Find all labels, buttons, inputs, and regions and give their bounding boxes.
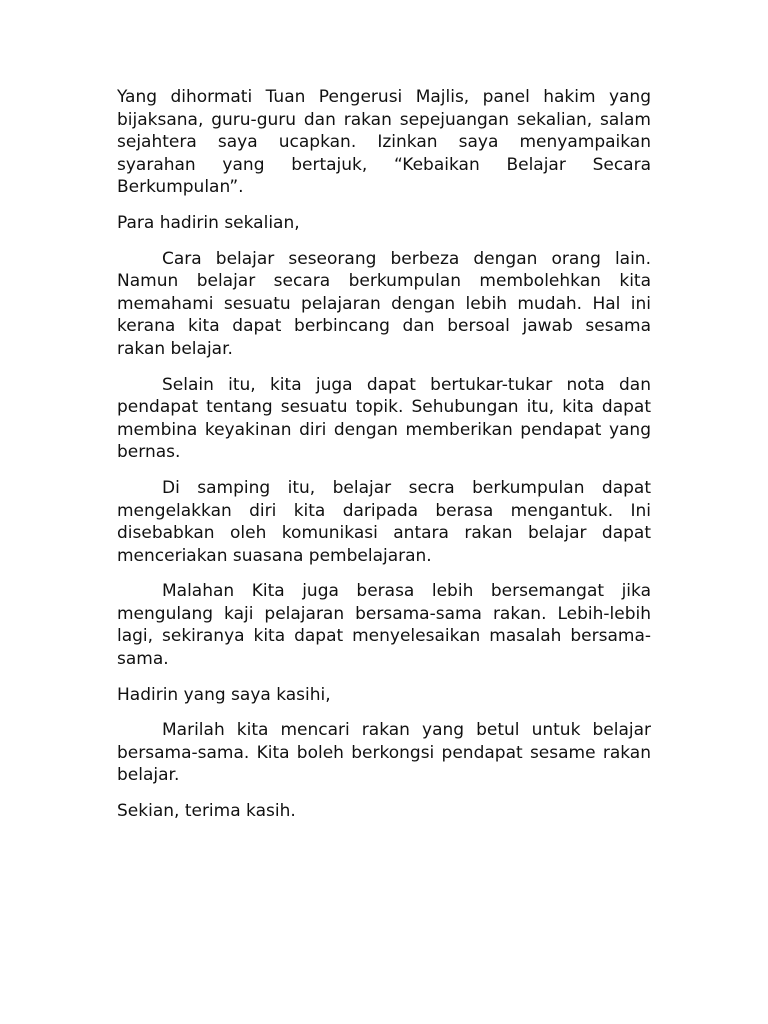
paragraph-signoff: Sekian, terima kasih. xyxy=(117,801,296,822)
document-body xyxy=(117,86,651,836)
paragraph-greeting-closing: Hadirin yang saya kasihi, xyxy=(117,684,331,705)
paragraph-body-1: Cara belajar seseorang berbeza dengan orang lain. Namun belajar secara berkumpulan membolehkan kita memahami sesuatu pelajaran dengan lebih mudah. Hal ini kerana kita dapat berbincang dan bersoal jawab sesama rakan belajar. xyxy=(117,248,651,359)
paragraph-conclusion: Marilah kita mencari rakan yang betul untuk belajar bersama-sama. Kita boleh berkongsi pendapat sesame rakan belajar. xyxy=(117,720,651,786)
paragraph-greeting-audience: Para hadirin sekalian, xyxy=(117,212,300,233)
paragraph-body-4: Malahan Kita juga berasa lebih bersemangat jika mengulang kaji pelajaran bersama-sama rakan. Lebih-lebih lagi, sekiranya kita dapat menyelesaikan masalah bersama-sama. xyxy=(117,581,651,670)
paragraph-salutation: Yang dihormati Tuan Pengerusi Majlis, panel hakim yang bijaksana, guru-guru dan rakan sepejuangan sekalian, salam sejahtera saya ucapkan. Izinkan saya menyampaikan syarahan yang bertajuk, “Kebaikan Belajar Secara Berkumpulan”. xyxy=(117,87,651,198)
paragraph-body-3: Di samping itu, belajar secra berkumpulan dapat mengelakkan diri kita daripada berasa mengantuk. Ini disebabkan oleh komunikasi antara rakan belajar dapat menceriakan suasana pembelajaran. xyxy=(117,477,651,566)
paragraph-body-2: Selain itu, kita juga dapat bertukar-tukar nota dan pendapat tentang sesuatu topik. Sehubungan itu, kita dapat membina keyakinan diri dengan memberikan pendapat yang bernas. xyxy=(117,374,651,463)
